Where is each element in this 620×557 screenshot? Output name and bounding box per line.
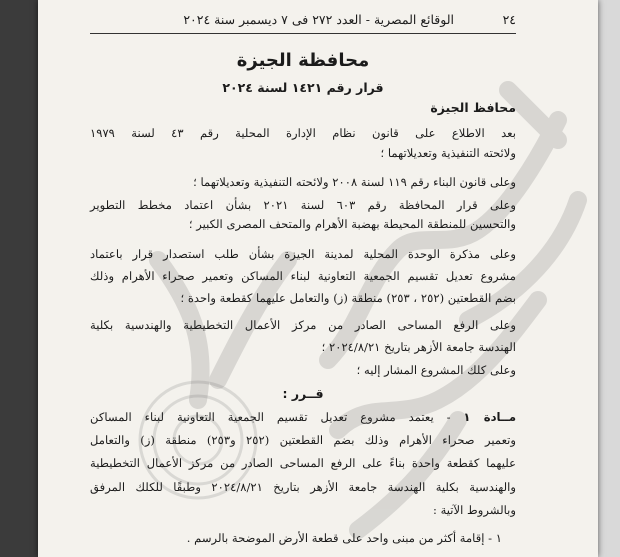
preamble-line: والتحسين للمنطقة المحيطة بهضبة الأهرام والمتحف المصرى الكبير ؛ (188, 217, 516, 231)
header-rule (90, 33, 516, 34)
preamble-line: مشروع تعديل تقسيم الجمعية التعاونية لبناء المساكن وتعمير صحراء الأهرام وذلك (90, 269, 516, 283)
article-line: عليهما كقطعة واحدة بناءً على الرفع المساحى الصادر من مركز الأعمال التخطيطية (90, 456, 516, 470)
article-line: وبالشروط الآتية : (432, 503, 516, 517)
article-line (90, 409, 516, 425)
preamble-line: بضم القطعتين (٢٥٢ ، ٢٥٣) منطقة (ز) والتعامل عليهما كقطعة واحدة ؛ (180, 291, 516, 305)
preamble-line: بعد الاطلاع على قانون نظام الإدارة المحلية رقم ٤٣ لسنة ١٩٧٩ (90, 126, 516, 140)
preamble-line: ولائحته التنفيذية وتعديلاتهما ؛ (380, 146, 516, 160)
article-line: والهندسية بكلية الهندسة جامعة الأزهر بتاريخ ٢٠٢٤/٨/٢١ وطبقًا للكلك المرفق (90, 480, 516, 494)
decree-number: قرار رقم ١٤٢١ لسنة ٢٠٢٤ (222, 80, 384, 95)
preamble-line: وعلى مذكرة الوحدة المحلية لمدينة الجيزة بشأن طلب استصدار قرار باعتماد (90, 247, 516, 261)
running-title: الوقائع المصرية - العدد ٢٧٢ فى ٧ ديسمبر سنة ٢٠٢٤ (183, 12, 454, 27)
preamble-line: وعلى كلك المشروع المشار إليه ؛ (356, 363, 516, 377)
next-page-edge (598, 0, 620, 557)
issuer-heading: محافظ الجيزة (430, 100, 516, 115)
running-header (90, 12, 516, 32)
document-page[interactable] (38, 0, 598, 557)
preamble-line: وعلى قانون البناء رقم ١١٩ لسنة ٢٠٠٨ ولائحته التنفيذية وتعديلاتهما ؛ (193, 175, 516, 189)
page-number: ٢٤ (502, 12, 516, 27)
article-label: مــادة ١ (463, 410, 516, 424)
preamble-line: وعلى الرفع المساحى الصادر من مركز الأعمال التخطيطية والهندسية بكلية (90, 318, 516, 332)
document-title: محافظة الجيزة (236, 50, 370, 71)
preamble-line: الهندسة جامعة الأزهر بتاريخ ٢٠٢٤/٨/٢١ ؛ (321, 340, 516, 354)
condition-item: ١ - إقامة أكثر من مبنى واحد على قطعة الأرض الموضحة بالرسم . (186, 531, 502, 545)
article-text: - يعتمد مشروع تعديل تقسيم الجمعية التعاونية لبناء المساكن (90, 410, 451, 424)
preamble-line: وعلى قرار المحافظة رقم ٦٠٣ لسنة ٢٠٢١ بشأن اعتماد مخطط التطوير (90, 198, 517, 212)
decision-heading: قــرر : (282, 386, 324, 401)
article-line: وتعمير صحراء الأهرام وذلك بضم القطعتين (٢٥٢ و٢٥٣) منطقة (ز) والتعامل (90, 433, 516, 447)
